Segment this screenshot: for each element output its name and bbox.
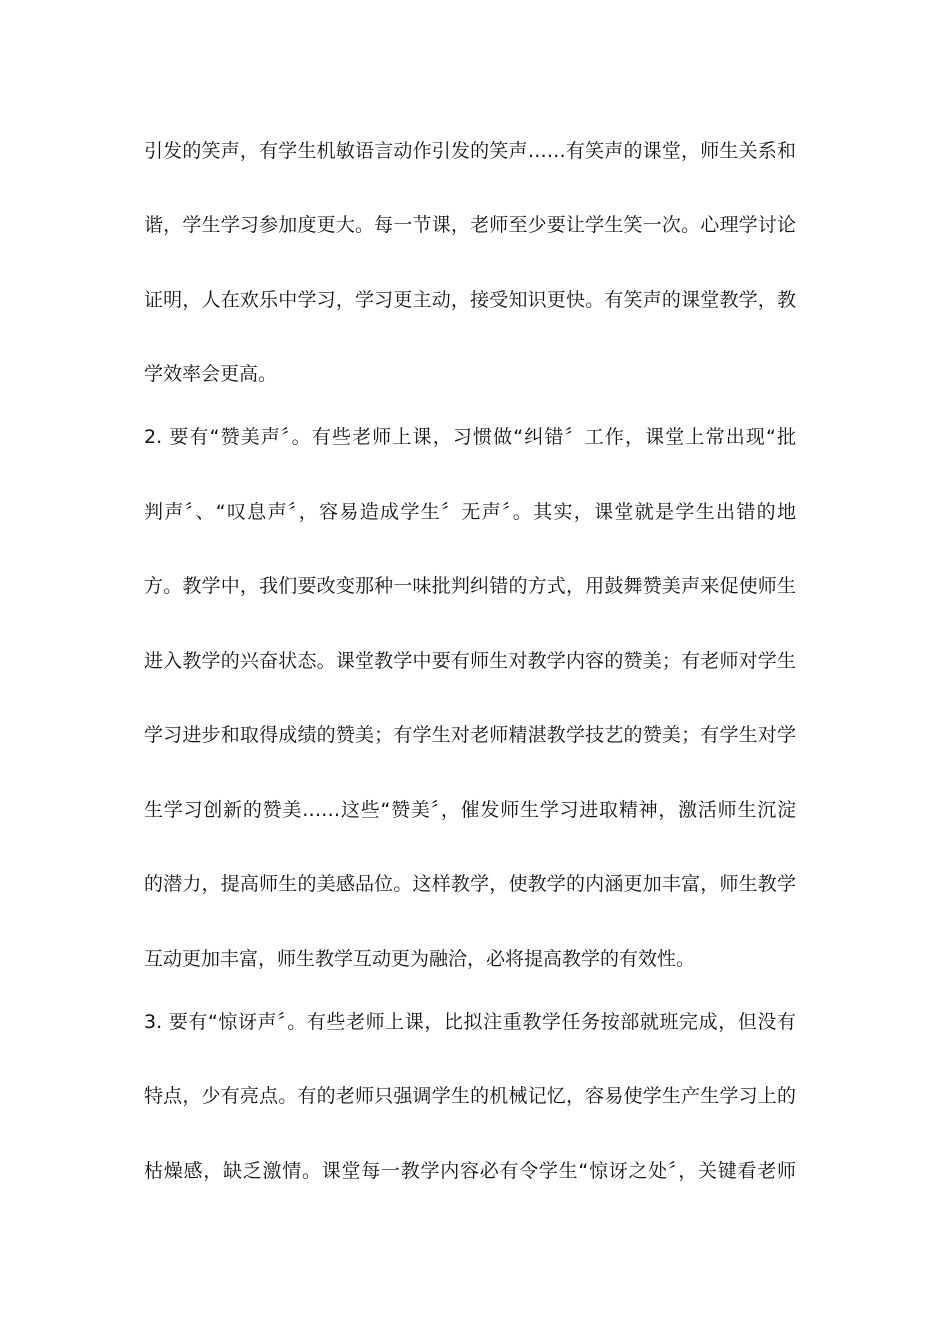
text-line: 3. 要有“惊讶声〞。有些老师上课，比拟注重教学任务按部就班完成，但没有 [144, 1011, 796, 1033]
text-line: 学效率会更高。 [144, 363, 278, 385]
text-line: 特点，少有亮点。有的老师只强调学生的机械记忆，容易使学生产生学习上的 [144, 1085, 796, 1107]
text-line: 方。教学中，我们要改变那种一味批判纠错的方式，用鼓舞赞美声来促使师生 [144, 575, 796, 597]
text-line: 生学习创新的赞美……这些“赞美〞，催发师生学习进取精神，激活师生沉淀 [144, 799, 796, 821]
text-line: 的潜力，提高师生的美感品位。这样教学，使教学的内涵更加丰富，师生教学 [144, 873, 796, 895]
text-line: 判声〞、“叹息声〞，容易造成学生〞无声〞。其实，课堂就是学生出错的地 [144, 501, 796, 523]
text-line: 互动更加丰富，师生教学互动更为融洽，必将提高教学的有效性。 [144, 948, 696, 970]
text-line: 谐，学生学习参加度更大。每一节课，老师至少要让学生笑一次。心理学讨论 [144, 214, 796, 236]
text-line: 2. 要有“赞美声〞。有些老师上课，习惯做“纠错〞工作，课堂上常出现“批 [144, 426, 796, 448]
text-line: 证明，人在欢乐中学习，学习更主动，接受知识更快。有笑声的课堂教学，教 [144, 289, 796, 311]
text-line: 枯燥感，缺乏激情。课堂每一教学内容必有令学生“惊讶之处〞，关键看老师 [144, 1160, 796, 1182]
text-line: 进入教学的兴奋状态。课堂教学中要有师生对教学内容的赞美；有老师对学生 [144, 650, 796, 672]
text-line: 引发的笑声，有学生机敏语言动作引发的笑声……有笑声的课堂，师生关系和 [144, 140, 796, 162]
text-line: 学习进步和取得成绩的赞美；有学生对老师精湛教学技艺的赞美；有学生对学 [144, 724, 796, 746]
